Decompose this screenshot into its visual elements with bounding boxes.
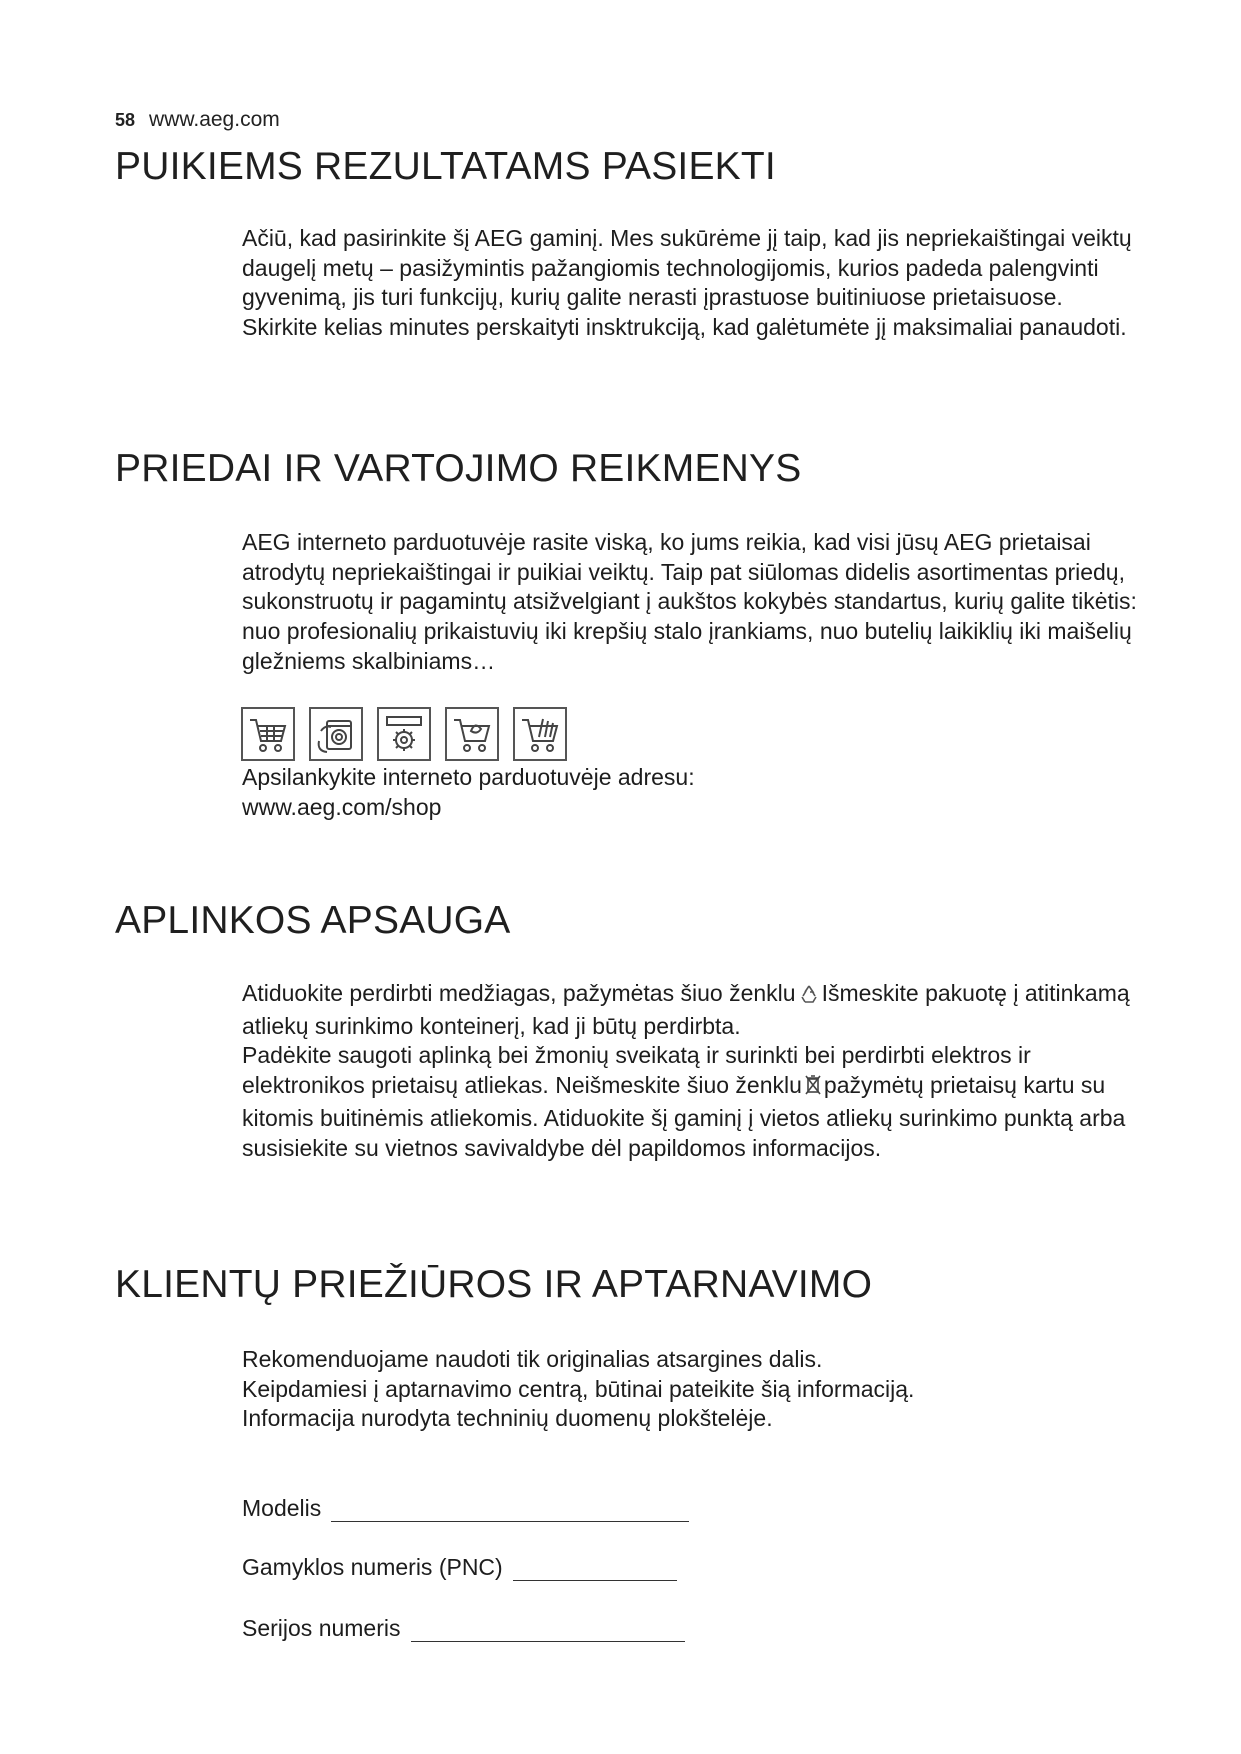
- page-number: 58: [115, 110, 136, 130]
- section-title-customer-care: KLIENTŲ PRIEŽIŪROS IR APTARNAVIMO: [115, 1263, 873, 1306]
- pnc-blank-line[interactable]: [513, 1556, 677, 1581]
- shop-url-link[interactable]: www.aeg.com/shop: [242, 793, 442, 820]
- shop-visit-block: [242, 763, 1142, 822]
- cart-accessories-icon: [445, 707, 499, 761]
- section-body-customer-care: [242, 1345, 1142, 1434]
- cart-utensils-icon: [513, 707, 567, 761]
- crossed-bin-icon: [805, 1074, 821, 1104]
- model-blank-line[interactable]: [331, 1497, 689, 1522]
- accessories-paragraph: AEG interneto parduotuvėje rasite viską, ko jums reikia, kad visi jūsų AEG prietaisai atrodytų nepriekaištingai ir puikiai veiktų. Taip pat siūlomas didelis asortimentas priedų, sukonstruotų ir pagamintų atsižvelgiant į aukštos kokybės standartus, kurių galite tikėtis: nuo profesionalių prikaistuvių iki krepšių stalo įrankiams, nuo butelių laikiklių iki maišelių gležniems skalbiniams…: [242, 529, 1137, 674]
- section-body-environment: [242, 979, 1142, 1163]
- section-title-environment: APLINKOS APSAUGA: [115, 899, 511, 942]
- recycling-text-after: Išmeskite pakuotę į atitinkamą atliekų surinkimo konteinerį, kad ji būtų perdirbta.: [242, 980, 1130, 1039]
- pnc-field: [242, 1554, 677, 1581]
- recycling-paragraph: [242, 979, 1142, 1041]
- header-website: www.aeg.com: [149, 108, 280, 131]
- recycling-text-before: Atiduokite perdirbti medžiagas, pažymėtas šiuo ženklu: [242, 980, 796, 1006]
- intro-paragraph: Ačiū, kad pasirinkite šį AEG gaminį. Mes sukūrėme jį taip, kad jis nepriekaištingai veiktų daugelį metų – pasižymintis pažangiomis technologijomis, kurios padeda palengvinti gyvenimą, jis turi funkcijų, kurių galite nerasti įprastuose buitiniuose prietaisuose. Skirkite kelias minutes perskaityti insktrukciją, kad galėtumėte jį maksimaliai panaudoti.: [242, 225, 1132, 341]
- page-header: [115, 108, 280, 132]
- model-field: [242, 1495, 689, 1522]
- weee-text-after: pažymėtų prietaisų kartu su kitomis buitinėmis atliekomis. Atiduokite šį gaminį į vietos atliekų surinkimo punktą arba susisiekite su vietnos savivaldybe dėl papildomos informacijos.: [242, 1072, 1126, 1161]
- section-body-results: [242, 224, 1142, 343]
- serial-blank-line[interactable]: [411, 1617, 685, 1642]
- section-body-accessories: [242, 528, 1142, 677]
- model-label: Modelis: [242, 1495, 322, 1521]
- serial-label: Serijos numeris: [242, 1615, 401, 1641]
- care-line-3: Informacija nurodyta techninių duomenų plokštelėje.: [242, 1405, 773, 1432]
- care-line-2: Keipdamiesi į aptarnavimo centrą, būtinai pateikite šią informaciją.: [242, 1375, 915, 1402]
- shopping-cart-icon: [241, 707, 295, 761]
- gear-appliance-icon: [377, 707, 431, 761]
- shop-visit-text: Apsilankykite interneto parduotuvėje adresu:: [242, 764, 695, 790]
- washing-machine-icon: [309, 707, 363, 761]
- section-title-accessories: PRIEDAI IR VARTOJIMO REIKMENYS: [115, 447, 802, 490]
- section-title-results: PUIKIEMS REZULTATAMS PASIEKTI: [115, 145, 776, 188]
- recycle-icon: [799, 982, 819, 1012]
- serial-field: [242, 1615, 685, 1642]
- weee-paragraph: [242, 1041, 1142, 1163]
- care-line-1: Rekomenduojame naudoti tik originalias atsargines dalis.: [242, 1346, 823, 1372]
- weee-text-before: Padėkite saugoti aplinką bei žmonių sveikatą ir surinkti bei perdirbti elektros ir elektronikos prietaisų atliekas. Neišmeskite šiuo ženklu: [242, 1042, 1031, 1099]
- pnc-label: Gamyklos numeris (PNC): [242, 1554, 503, 1580]
- shop-icons-row: [241, 707, 567, 761]
